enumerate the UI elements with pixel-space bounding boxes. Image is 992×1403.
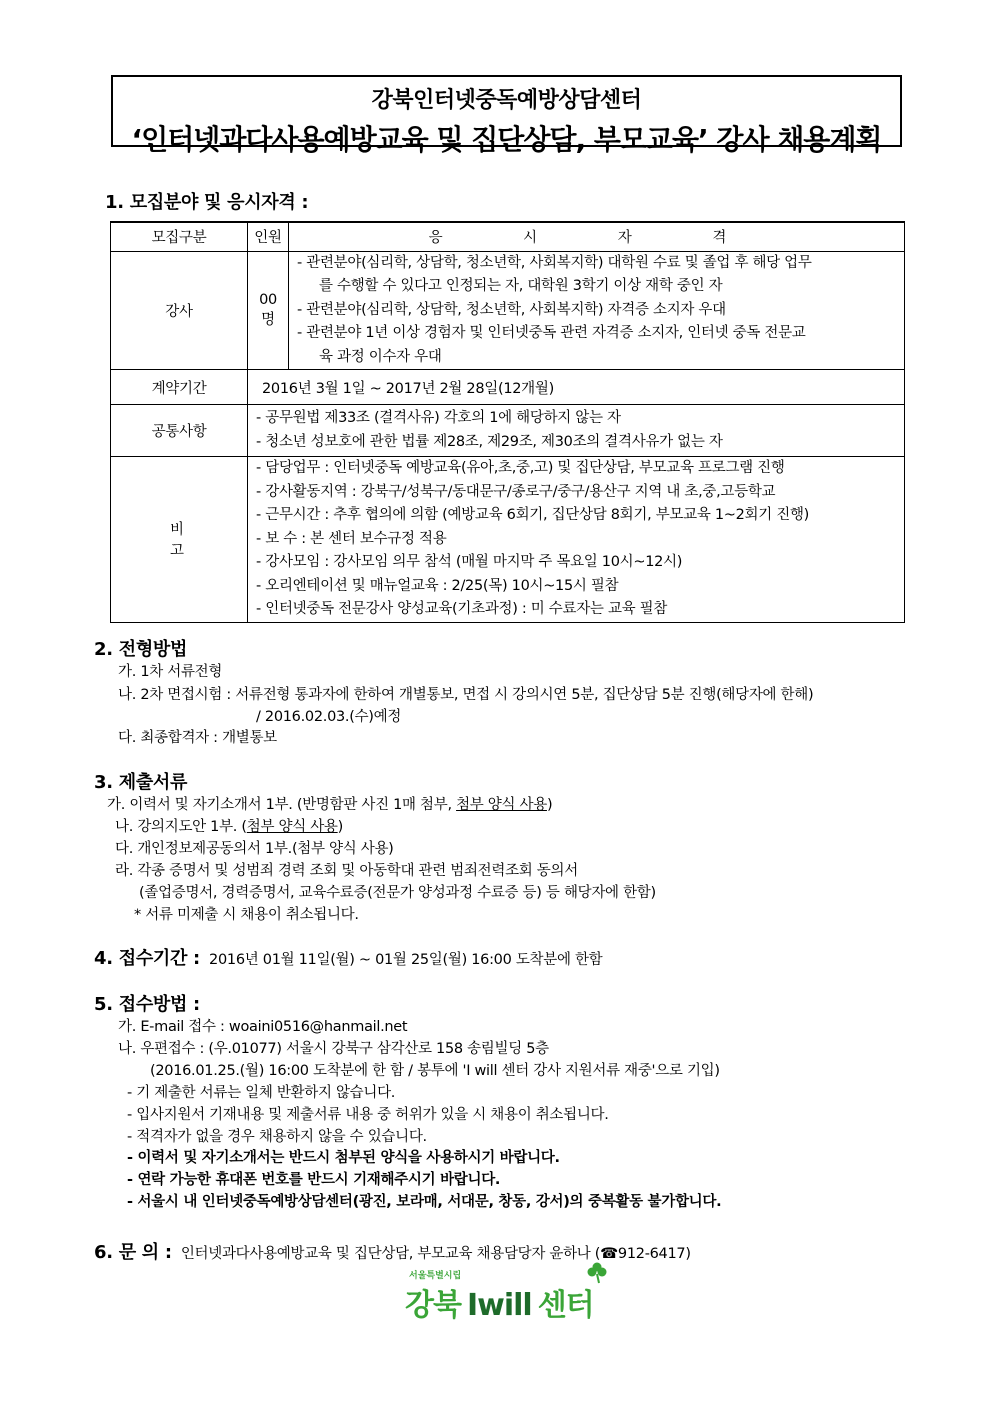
section3-text: 나. 강의지도안 1부. (: [115, 819, 247, 835]
section5-bold-line: - 이력서 및 자기소개서는 반드시 첨부된 양식을 사용하시기 바랍니다.: [127, 1150, 560, 1166]
section2-line: 가. 1차 서류전형: [118, 664, 223, 680]
header-category: 모집구분: [111, 222, 248, 251]
attachment-form-link: 첨부 양식 사용: [456, 797, 547, 813]
section1-heading: 1. 모집분야 및 응시자격 :: [105, 192, 309, 213]
section5-bold-line: - 연락 가능한 휴대폰 번호를 반드시 기재해주시기 바랍니다.: [127, 1172, 501, 1188]
row-common: [111, 405, 905, 457]
section5-line: 가. E-mail 접수 : woaini0516@hanmail.net: [118, 1019, 408, 1035]
common-line: - 공무원법 제33조 (결격사유) 각호의 1에 해당하지 않는 자: [256, 410, 621, 426]
section4-heading: 4. 접수기간 :: [94, 948, 200, 969]
section5-line: - 기 제출한 서류는 일체 반환하지 않습니다.: [127, 1085, 396, 1101]
contract-value: 2016년 3월 1일 ~ 2017년 2월 28일(12개월): [248, 370, 905, 405]
section3-note: * 서류 미제출 시 채용이 취소됩니다.: [134, 907, 359, 923]
section6-value: 인터넷과다사용예방교육 및 집단상담, 부모교육 채용담당자 윤하나 (☎912-6417): [180, 1246, 691, 1262]
section3-text: ): [337, 819, 344, 835]
lecturer-qualifications: [289, 251, 905, 370]
section3-text: ): [546, 797, 553, 813]
note-value: [248, 457, 905, 623]
qual-line: - 관련분야 1년 이상 경험자 및 인터넷중독 관련 자격증 소지자, 인터넷 중독 전문교: [297, 325, 806, 341]
note-line: - 강사모임 : 강사모임 의무 참석 (매월 마지막 주 목요일 10시~12시): [256, 554, 683, 570]
qual-line: - 관련분야(심리학, 상담학, 청소년학, 사회복지학) 자격증 소지자 우대: [297, 301, 726, 318]
section2-line: 다. 최종합격자 : 개별통보: [118, 730, 277, 746]
row-contract: [111, 370, 905, 405]
row-note: [111, 457, 905, 623]
note-label: 비 고: [111, 457, 248, 623]
section5-line: - 적격자가 없을 경우 채용하지 않을 수 있습니다.: [127, 1129, 427, 1145]
section3-line-b: [115, 815, 343, 836]
note-line: - 근무시간 : 추후 협의에 의함 (예방교육 6회기, 집단상담 8회기, 부모교육 1~2회기 진행): [256, 507, 810, 523]
logo-text: [405, 1280, 594, 1324]
section2-line: / 2016.02.03.(수)예정: [256, 709, 402, 725]
note-line: - 인터넷중독 전문강사 양성교육(기초과정) : 미 수료자는 교육 필참: [256, 601, 668, 617]
page-title: ‘인터넷과다사용예방교육 및 집단상담, 부모교육’ 강사 채용계획: [131, 123, 882, 156]
qualification-table: [110, 221, 905, 623]
section2-heading: 2. 전형방법: [94, 639, 188, 660]
logo-text-b: Iwill: [466, 1288, 532, 1323]
section3-line-d2: (졸업증명서, 경력증명서, 교육수료증(전문가 양성과정 수료증 등) 등 해당자에 한함): [139, 885, 656, 901]
qual-line: 육 과정 이수자 우대: [319, 348, 442, 365]
lecturer-label: 강사: [111, 251, 248, 370]
logo-small-text: 서울특별시립: [409, 1271, 462, 1281]
logo-text-a: 강북: [405, 1288, 461, 1323]
common-label: 공통사항: [111, 405, 248, 457]
section5-heading: 5. 접수방법 :: [94, 994, 200, 1015]
common-value: [248, 405, 905, 457]
common-line: - 청소년 성보호에 관한 법률 제28조, 제29조, 제30조의 결격사유가 없는 자: [256, 433, 723, 450]
section4-value: 2016년 01월 11일(월) ~ 01월 25일(월) 16:00 도착분에 한함: [209, 952, 603, 968]
note-line: - 보 수 : 본 센터 보수규정 적용: [256, 530, 447, 547]
note-line: - 강사활동지역 : 강북구/성북구/동대문구/종로구/중구/용산구 지역 내 초,중,고등학교: [256, 483, 776, 500]
clover-icon: [587, 1262, 607, 1284]
header-qualification: 응 시 자 격: [289, 222, 905, 251]
contract-label: 계약기간: [111, 370, 248, 405]
section3-text: 가. 이력서 및 자기소개서 1부. (반명함판 사진 1매 첨부,: [107, 797, 457, 813]
section3-heading: 3. 제출서류: [94, 772, 188, 793]
note-line: - 오리엔테이션 및 매뉴얼교육 : 2/25(목) 10시~15시 필참: [256, 577, 619, 594]
table-header-row: [111, 222, 905, 251]
section4: [94, 944, 602, 970]
section6-heading: 6. 문 의 :: [94, 1242, 172, 1263]
lecturer-count: 00명: [248, 251, 289, 370]
section5-line: - 입사지원서 기재내용 및 제출서류 내용 중 허위가 있을 시 채용이 취소됩니다.: [127, 1107, 609, 1123]
section3-line-c: 다. 개인정보제공동의서 1부.(첨부 양식 사용): [115, 841, 394, 857]
org-name: 강북인터넷중독예방상담센터: [371, 88, 642, 113]
center-logo: [405, 1262, 605, 1322]
logo-text-c: 센터: [537, 1288, 594, 1323]
attachment-form-link: 첨부 양식 사용: [246, 819, 338, 835]
section6: [94, 1238, 691, 1264]
section5-line: 나. 우편접수 : (우.01077) 서울시 강북구 삼각산로 158 송림빌딩 5층: [118, 1041, 549, 1057]
section5-line: (2016.01.25.(월) 16:00 도착분에 한 함 / 봉투에 'I will 센터 강사 지원서류 재중'으로 기입): [150, 1063, 720, 1079]
header-count: 인원: [248, 222, 289, 251]
note-line: - 담당업무 : 인터넷중독 예방교육(유아,초,중,고) 및 집단상담, 부모교육 프로그램 진행: [256, 460, 785, 476]
row-lecturer: [111, 251, 905, 370]
section5-bold-line: - 서울시 내 인터넷중독예방상담센터(광진, 보라매, 서대문, 창동, 강서)의 중복활동 불가합니다.: [127, 1194, 722, 1210]
section3-line-d: 라. 각종 증명서 및 성범죄 경력 조회 및 아동학대 관련 범죄전력조회 동의서: [115, 863, 578, 879]
qual-line: 를 수행할 수 있다고 인정되는 자, 대학원 3학기 이상 재학 중인 자: [319, 278, 723, 294]
section2-line: 나. 2차 면접시험 : 서류전형 통과자에 한하여 개별통보, 면접 시 강의시연 5분, 집단상담 5분 진행(해당자에 한해): [118, 687, 814, 703]
section3-line-a: [107, 793, 552, 814]
qual-line: - 관련분야(심리학, 상담학, 청소년학, 사회복지학) 대학원 수료 및 졸업 후 해당 업무: [297, 254, 812, 271]
title-box: [111, 75, 902, 156]
